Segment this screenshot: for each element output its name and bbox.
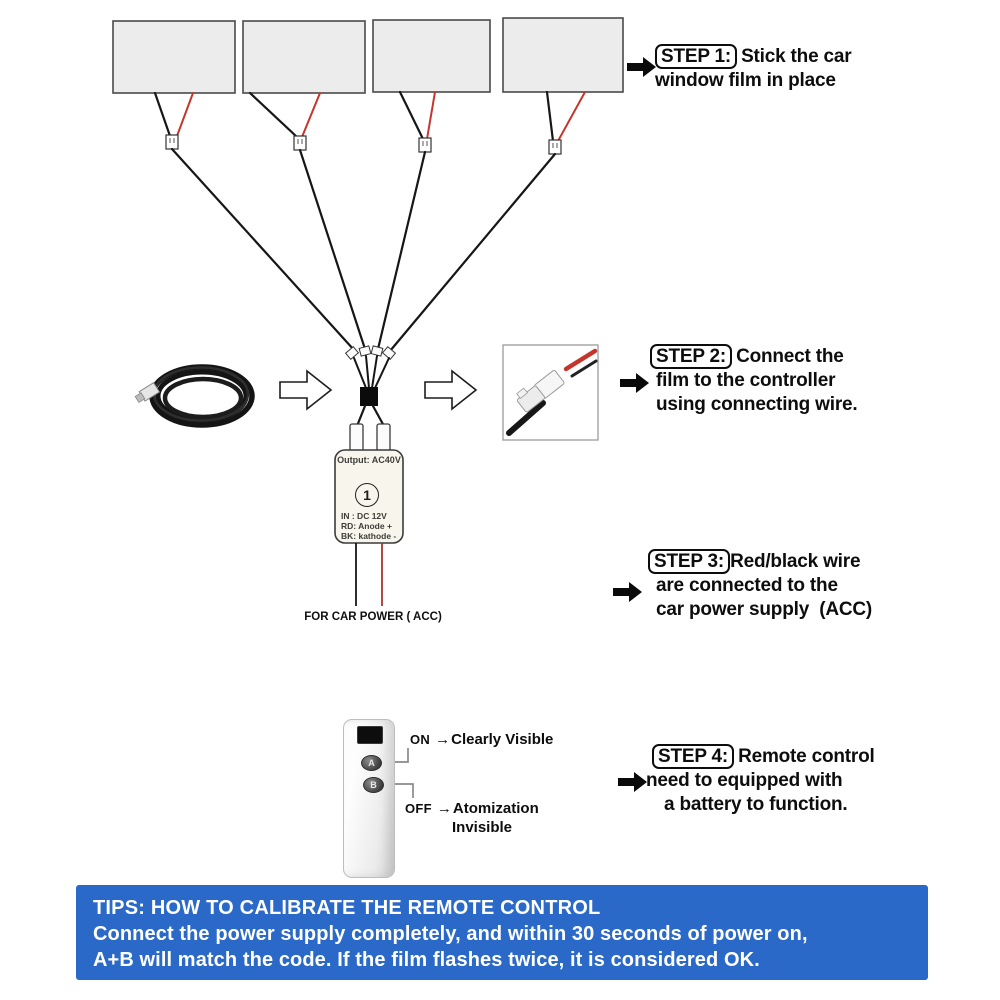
tips-title: TIPS: HOW TO CALIBRATE THE REMOTE CONTROL (93, 897, 601, 919)
coiled-cable (134, 367, 252, 425)
film-panel-4 (503, 18, 623, 92)
controller-spec-rd: RD: Anode + (341, 520, 392, 531)
step4-arrow-icon (618, 772, 647, 792)
step-2-line3: using connecting wire. (656, 394, 858, 415)
on-arrow-icon: → (435, 731, 451, 748)
controller-unit-number: 1 (355, 483, 379, 507)
step2-arrow-icon (620, 373, 649, 393)
junction-wire-1 (172, 149, 354, 350)
step-1-line1: Stick the car (741, 46, 852, 67)
remote-button-a: A (361, 755, 382, 771)
remote-led-window (357, 726, 383, 744)
panel2-red-wire (302, 93, 320, 137)
tips-line1: Connect the power supply completely, and within 30 seconds of power on, (93, 923, 808, 945)
film-panel-3 (373, 20, 490, 92)
step-1-line2: window film in place (655, 70, 836, 91)
step-2-note (650, 344, 857, 417)
film-connector-1 (166, 135, 178, 149)
junction-short-wires (354, 356, 389, 388)
remote-button-b: B (363, 777, 384, 793)
film-connector-2 (294, 136, 306, 150)
controller-input-wires (357, 406, 384, 426)
connector-photo (503, 345, 598, 440)
tips-line2: A+B will match the code. If the film flashes twice, it is considered OK. (93, 949, 760, 971)
film-connector-3 (419, 138, 431, 152)
remote-off-label-line2 (452, 819, 512, 837)
step-3-label: STEP 3: (648, 549, 730, 574)
off-word: OFF (405, 801, 432, 816)
tips-banner (76, 885, 928, 980)
off-arrow-icon: → (436, 800, 452, 817)
step-3-line1: Red/black wire (730, 551, 861, 572)
step-3-note (648, 549, 872, 622)
step-4-line3: a battery to function. (664, 794, 848, 815)
flow-arrow-1 (280, 371, 331, 409)
film-connectors (166, 135, 561, 154)
step-3-line3: car power supply (ACC) (656, 599, 873, 620)
step-4-label: STEP 4: (652, 744, 734, 769)
step-1-label: STEP 1: (655, 44, 737, 69)
junction-wire-4 (390, 154, 555, 351)
controller-output-label: Output: AC40V (337, 455, 401, 465)
panel3-black-wire (400, 92, 423, 139)
converging-wires (172, 149, 555, 351)
junction-plug-2 (359, 346, 371, 356)
controller-plug-left (350, 424, 363, 451)
remote-control (343, 719, 395, 878)
on-word: ON (410, 732, 431, 747)
panel2-black-wire (250, 93, 297, 137)
junction-wire-2 (300, 150, 365, 349)
step3-arrow-icon (613, 582, 642, 602)
junction-plug-1 (346, 347, 359, 360)
controller-plug-right (377, 424, 390, 451)
step-4-line2: need to equipped with (646, 770, 843, 791)
car-power-label: FOR CAR POWER ( ACC) (304, 611, 442, 623)
remote-on-label (410, 731, 553, 749)
junction-plugs (346, 346, 396, 359)
panel1-red-wire (177, 93, 193, 136)
step-2-label: STEP 2: (650, 344, 732, 369)
step-4-line1: Remote control (738, 746, 875, 767)
panel4-red-wire (558, 92, 585, 141)
film-panel-1 (113, 21, 235, 93)
film-panel-2 (243, 21, 365, 93)
panel3-red-wire (427, 92, 435, 139)
controller-specs (341, 512, 396, 541)
flow-arrow-2 (425, 371, 476, 409)
step-2-line2: film to the controller (656, 370, 836, 391)
step-4-note (646, 744, 875, 817)
remote-off-label (405, 800, 539, 818)
panel4-black-wire (547, 92, 553, 141)
step-1-note (655, 44, 851, 93)
window-film-panels (113, 18, 623, 93)
junction-plug-3 (371, 346, 383, 356)
panel1-black-wire (155, 93, 170, 136)
controller-spec-in: IN : DC 12V (341, 511, 387, 521)
off-text2: Invisible (452, 819, 513, 836)
off-text: Atomization (452, 800, 539, 817)
panel-lead-wires (155, 92, 585, 141)
step1-arrow-icon (627, 57, 656, 77)
junction-block (360, 387, 378, 406)
junction-wire-3 (378, 152, 425, 349)
step-3-line2: are connected to the (656, 575, 838, 596)
film-connector-4 (549, 140, 561, 154)
step-2-line1: Connect the (736, 346, 844, 367)
on-text: Clearly Visible (451, 731, 554, 748)
controller-spec-bk: BK: kathode - (341, 530, 397, 541)
